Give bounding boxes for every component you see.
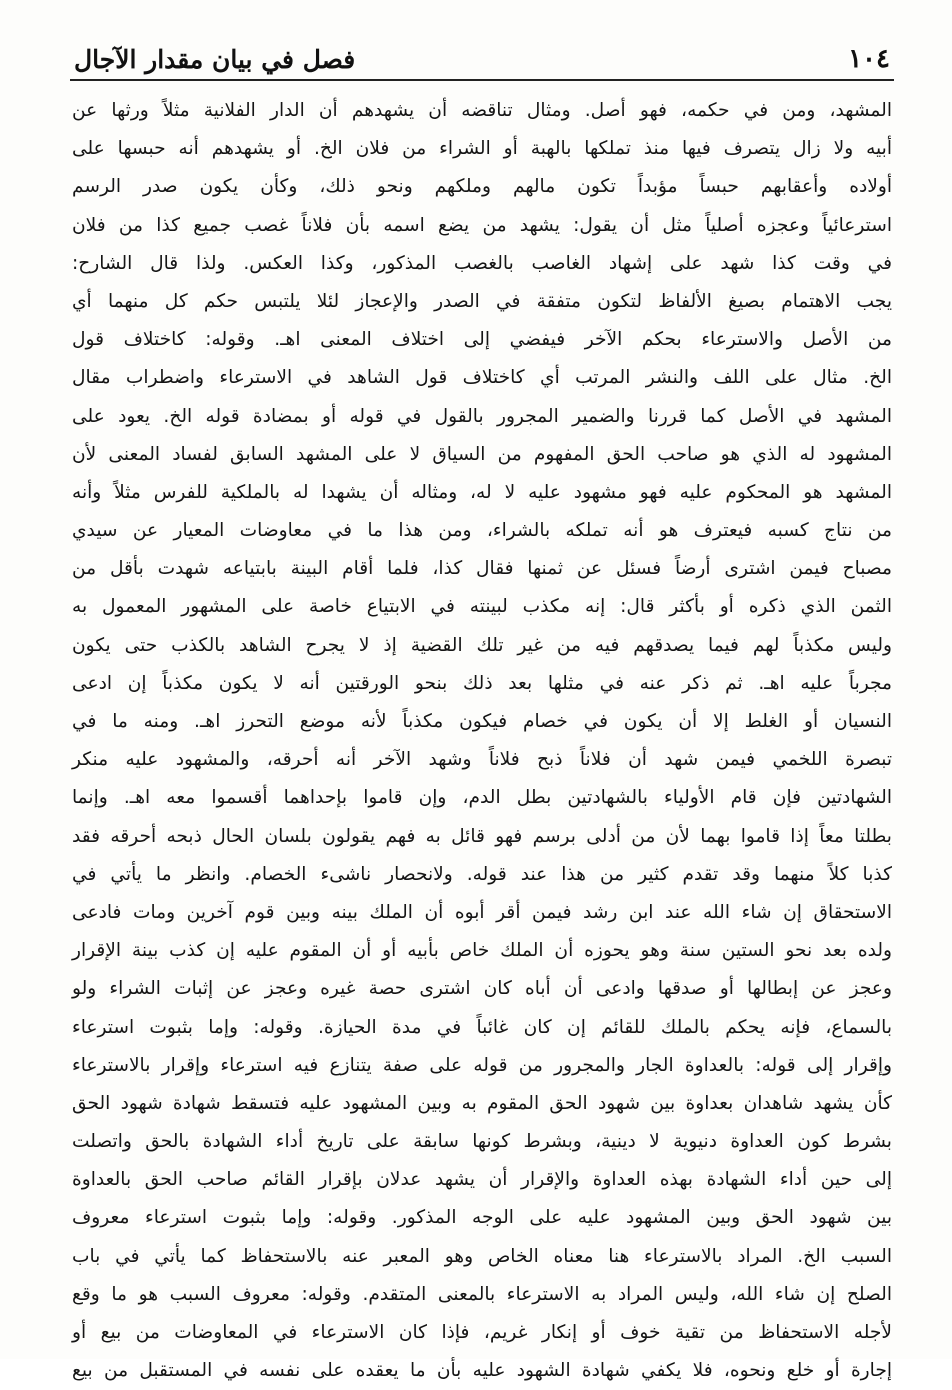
text-line: وعجز عن إبطالها أو صدقها وادعى أن أباه كان اشترى حصة غيره وعجز عن إثبات الشراء ولو	[72, 978, 892, 1000]
text-line: المشهد، ومن في حكمه، فهو أصل. ومثال تناقضه أن يشهدهم أن الدار الفلانية مثلاً ورثها عن	[72, 100, 892, 121]
text-line: في وقت كذا شهد على إشهاد الغاصب بالغصب المذكور، وكذا العكس. ولذا قال الشارح:	[72, 252, 892, 274]
text-line: من الأصل والاسترعاء بحكم الآخر فيفضي إلى اختلاف المعنى اهـ. وقوله: كاختلاف قول	[72, 329, 892, 351]
text-line: أولاده وأعقابهم حبساً مؤبداً تكون مالهم وملكهم ونحو ذلك، وكأن يكون صدر الرسم	[72, 176, 892, 198]
text-line: السبب الخ. المراد بالاسترعاء هنا معناه الخاص وهو المعبر عنه بالاستحفاظ كما يأتي في باب	[72, 1245, 892, 1267]
text-line: تبصرة اللخمي فيمن شهد أن فلاناً ذبح فلاناً وشهد الآخر أنه أحرقه، والمشهود عليه منكر	[72, 749, 892, 771]
text-line: الخ. مثال على اللف والنشر المرتب أي كاختلاف قول الشاهد في الاسترعاء واضطراب مقال	[72, 367, 892, 389]
text-line: بطلتا معاً إذا قاموا بهما لأن من أدلى برسم فهو قائل به فهم يقولون بلسان الحال ذبحه أحرقه فقد	[72, 825, 892, 847]
text-line: الاستحقاق إن شاء الله عند ابن رشد فيمن أقر أبوه أن الملك بينه وبين قوم آخرين ومات فادعى	[72, 901, 892, 923]
text-line: المشهد هو المحكوم عليه فهو مشهود عليه لا له، ومثاله أن يشهدا له بالملكية للفرس مثلاً وأنه	[72, 481, 892, 503]
text-line: النسيان أو الغلط إلا أن يكون في خصام فيكون مكذباً لأنه موضع التحرز اهـ. ومنه ما في	[72, 711, 892, 732]
body-text	[72, 92, 892, 1390]
text-line: من نتاج كسبه فيعترف هو أنه تملكه بالشراء، ومن هذا ما في معاوضات المعيار عن سيدي	[72, 520, 892, 542]
text-line: أبيه ولا زال يتصرف فيها منذ تملكها بالهبة أو الشراء من فلان الخ. أو يشهدهم أنه حبسها على	[72, 138, 892, 160]
text-line: كأن يشهد شاهدان بعداوة بين شهود الحق المقوم به وبين المشهود عليه فتسقط شهادة شهود الحق	[72, 1092, 892, 1114]
text-line: الشهادتين فإن قام الأولياء بالشهادتين بطل الدم، وإن قاموا بإحداهما أقسموا معه اهـ. وإنما	[72, 787, 892, 809]
header-divider	[70, 79, 894, 81]
text-line: وليس مكذباً لهم فيما يصدقهم فيه من غير تلك القضية إذ لا يجرح الشاهد بالكذب حتى يكون	[72, 634, 892, 656]
text-line: مجرباً عليه اهـ. ثم ذكر عنه في مثلها بعد ذلك بنحو الورقتين أنه لا يكون مكذباً إن ادعى	[72, 672, 892, 694]
text-line: كذبا كلاً منهما وقد تقدم كثير من هذا عند قوله. ولانحصار ناشىء الخصام. وانظر ما يأتي في	[72, 863, 892, 885]
text-line: استرعائياً وعجزه أصلياً مثل أن يقول: يشهد من يضع اسمه بأن فلاناً غصب جميع كذا من فلان	[72, 214, 892, 236]
text-line: بين شهود الحق وبين المشهود عليه على الوجه المذكور. وقوله: وإما بثبوت استرعاء معروف	[72, 1207, 892, 1229]
text-line: بالسماع، فإنه يحكم بالملك للقائم إن كان غائباً في مدة الحيازة. وقوله: وإما بثبوت استرعاء	[72, 1016, 892, 1038]
text-line: المشهود له الذي هو صاحب الحق المفهوم من السياق لا على المشهد السابق لفساد المعنى لأن	[72, 443, 892, 465]
text-line: الصلح إن شاء الله، وليس المراد به الاسترعاء بالمعنى المتقدم. وقوله: معروف السبب هو ما وقع	[72, 1283, 892, 1305]
text-line: وإقرار إلى قوله: بالعداوة الجار والمجرور من قوله على صفة يتنازع فيه استرعاء وإقرار بالاسترعاء	[72, 1054, 892, 1076]
text-line: ولده بعد نحو الستين سنة وهو يحوزه أن الملك خاص بأبيه أو أن المقوم عليه إن كذب بينة الإقرار	[72, 940, 892, 962]
text-line: المشهد في الأصل كما قررنا والضمير المجرور بالقول في قوله أو بمضادة قوله الخ. يعود على	[72, 405, 892, 427]
text-line: الثمن الذي ذكره أو بأكثر قال: إنه مكذب لبينته في الابتياع خاصة على المشهور المعمول به	[72, 596, 892, 618]
page-header	[74, 34, 890, 74]
text-line: بشرط كون العداوة دنيوية لا دينية، وبشرط كونها سابقة على تاريخ أداء الشهادة بالحق واتصلت	[72, 1131, 892, 1153]
running-title: فصل في بيان مقدار الآجال	[74, 45, 356, 74]
page-number: ١٠٤	[848, 44, 890, 74]
text-line: لأجله الاستحفاظ من تقية خوف أو إنكار غريم، فإذا كان الاسترعاء في المعاوضات من بيع أو	[72, 1322, 892, 1343]
text-line: يجب الاهتمام بصيغ الألفاظ لتكون متفقة في الصدر والإعجاز لئلا يلتبس حكم كل منهما أي	[72, 290, 892, 312]
text-line: إلى حين أداء الشهادة بهذه العداوة والإقرار أن يشهد عدلان بإقرار القائم صاحب الحق بالعداوة	[72, 1169, 892, 1191]
text-line: إجارة أو خلع ونحوه، فلا يكفي شهادة الشهود عليه بأن ما يعقده على نفسه في المستقبل من بيع	[72, 1360, 892, 1382]
text-line: مصباح فيمن اشترى أرضاً فسئل عن ثمنها فقال كذا، فلما أقام البينة بابتياعه شهدت بأقل من	[72, 558, 892, 580]
